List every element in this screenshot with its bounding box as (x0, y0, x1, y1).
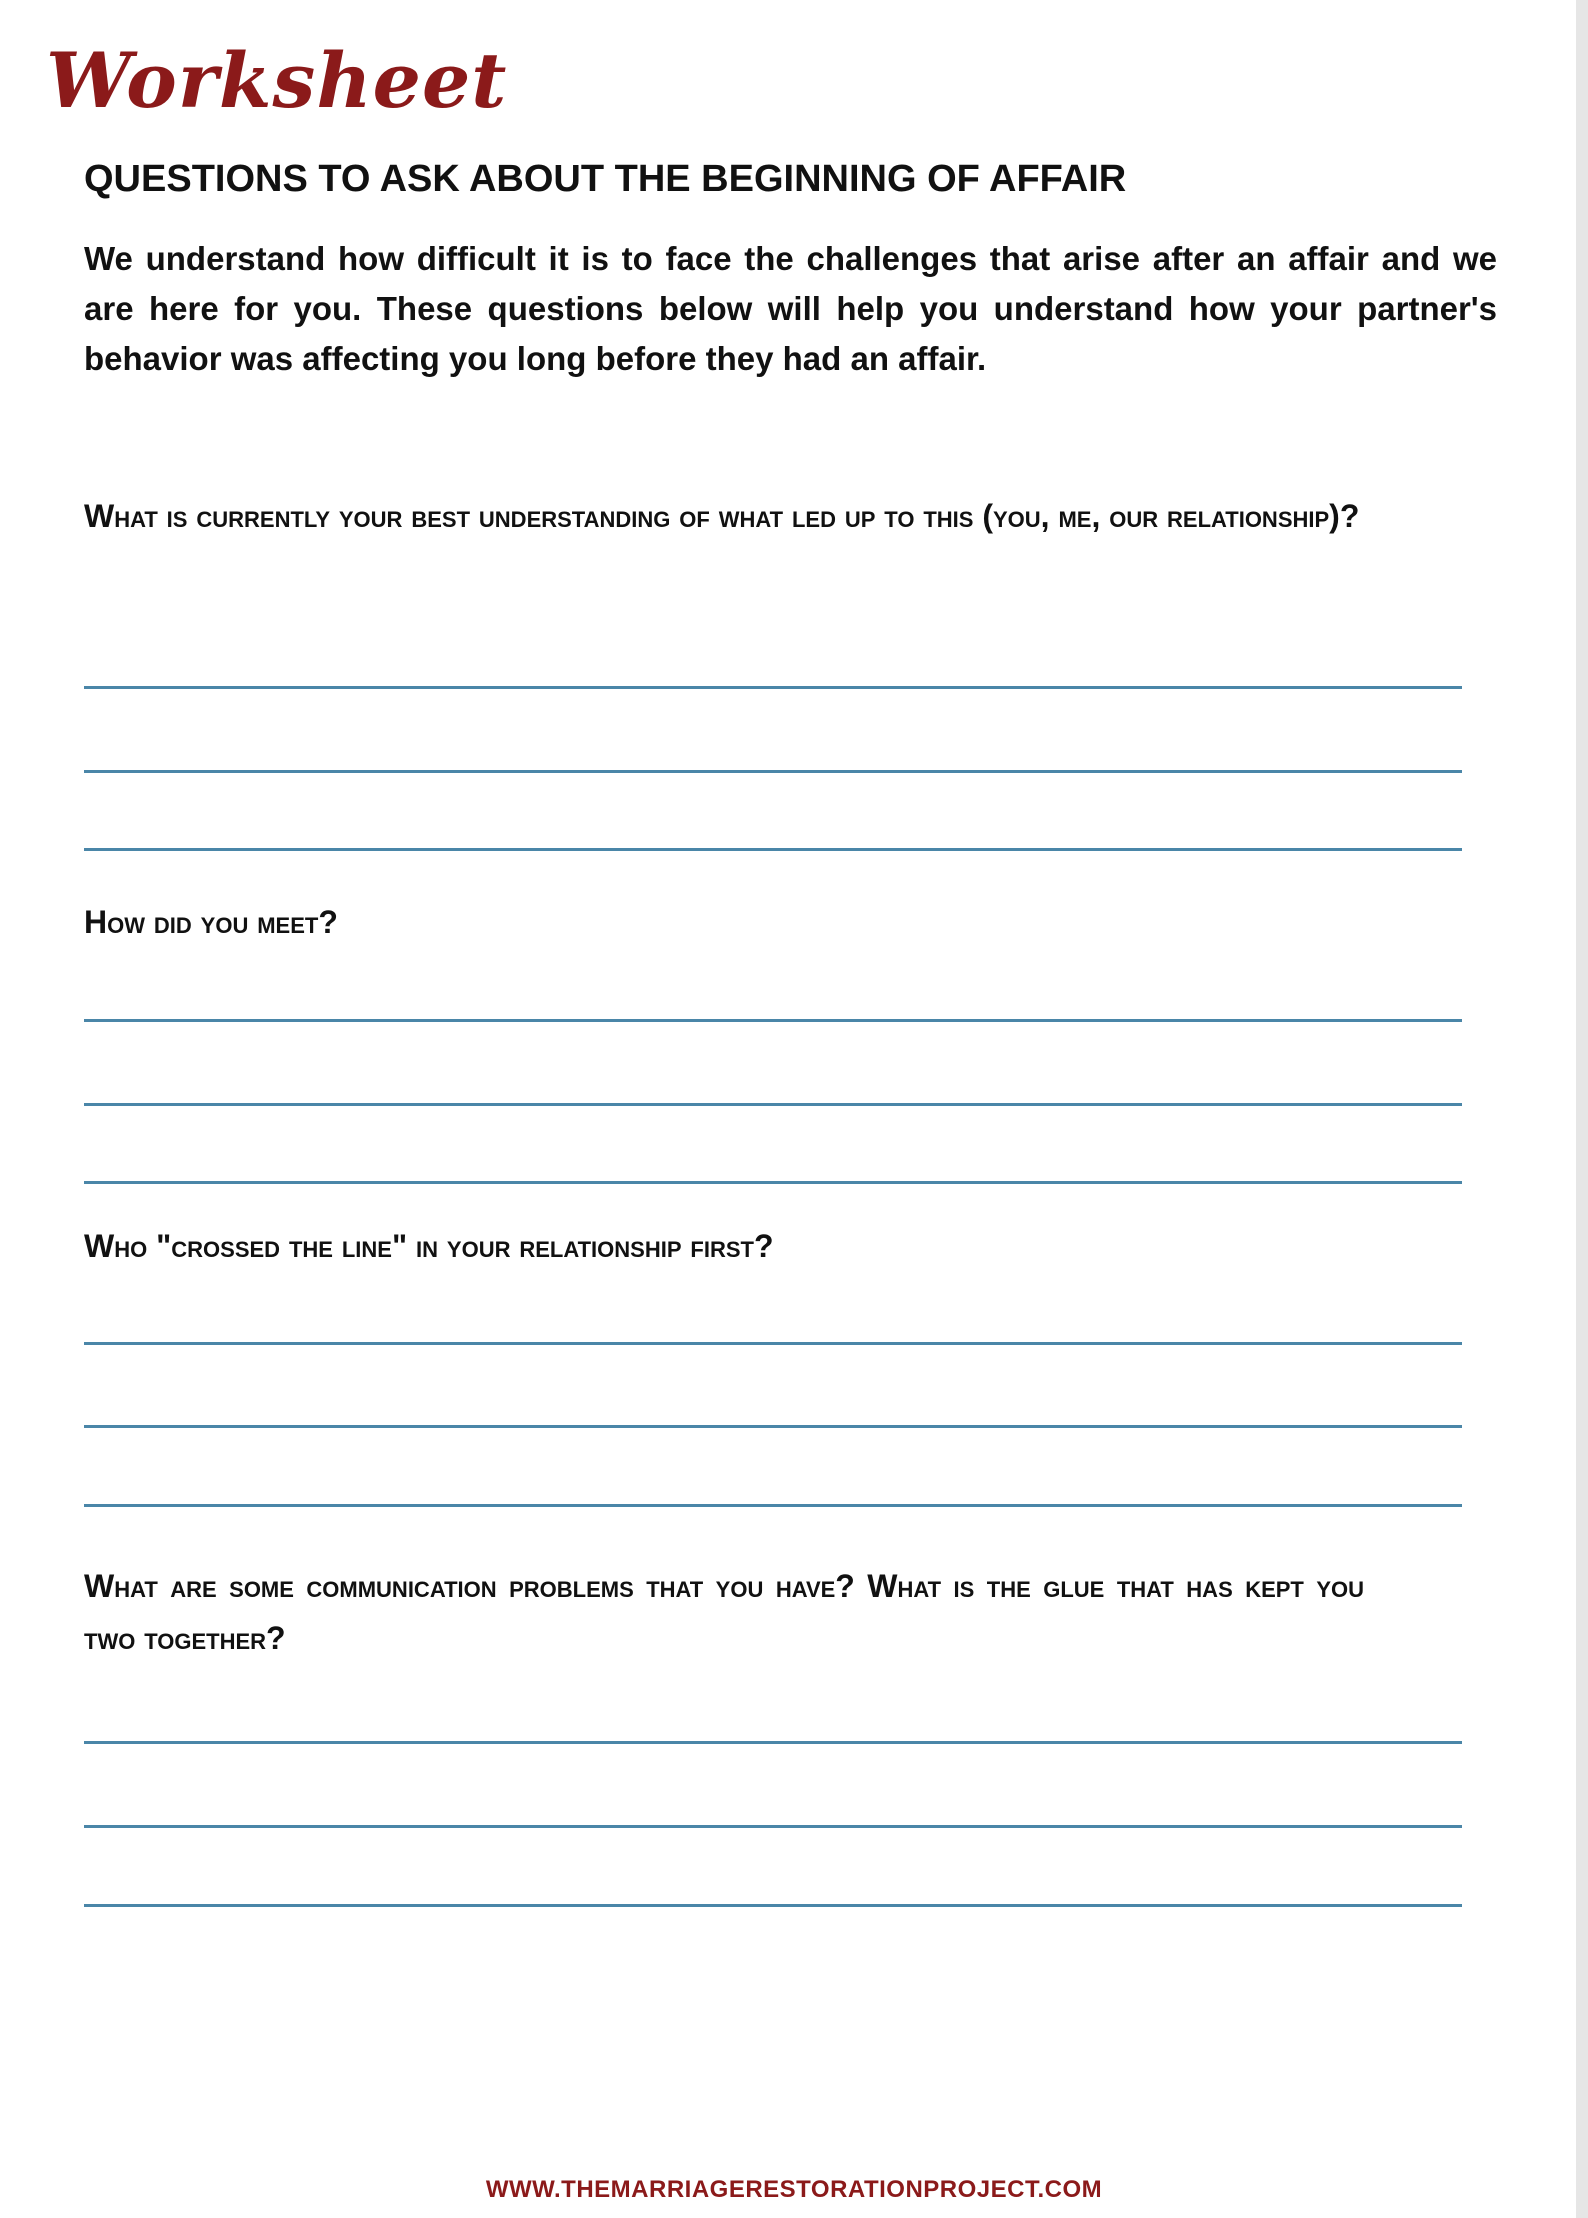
answer-line-1-2[interactable] (84, 770, 1462, 773)
answer-line-3-3[interactable] (84, 1504, 1462, 1507)
website-footer: WWW.THEMARRIAGERESTORATIONPROJECT.COM (485, 2176, 1103, 2203)
answer-line-2-1[interactable] (84, 1019, 1462, 1022)
question-4: What are some communication problems that you have? What is the glue that has kept you two together? (84, 1568, 1365, 1656)
answer-line-4-2[interactable] (84, 1825, 1462, 1828)
page-edge (1576, 0, 1588, 2218)
answer-line-2-3[interactable] (84, 1181, 1462, 1184)
answer-line-4-3[interactable] (84, 1904, 1462, 1907)
worksheet-title: Worksheet (46, 36, 508, 125)
answer-line-2-2[interactable] (84, 1103, 1462, 1106)
answer-line-1-1[interactable] (84, 686, 1462, 689)
intro-paragraph: We understand how difficult it is to face the challenges that arise after an affair and we are here for you. These questions below will help you understand how your partner's behavior was affecting you long before they had an affair. (84, 240, 1497, 377)
question-2: How did you meet? (84, 904, 338, 940)
answer-line-3-1[interactable] (84, 1342, 1462, 1345)
question-1: What is currently your best understanding of what led up to this (you, me, our relationship)? (84, 498, 1360, 534)
answer-line-3-2[interactable] (84, 1425, 1462, 1428)
answer-line-1-3[interactable] (84, 848, 1462, 851)
question-3: Who "crossed the line" in your relationship first? (84, 1228, 774, 1264)
section-heading: QUESTIONS TO ASK ABOUT THE BEGINNING OF AFFAIR (84, 158, 1127, 200)
answer-line-4-1[interactable] (84, 1741, 1462, 1744)
